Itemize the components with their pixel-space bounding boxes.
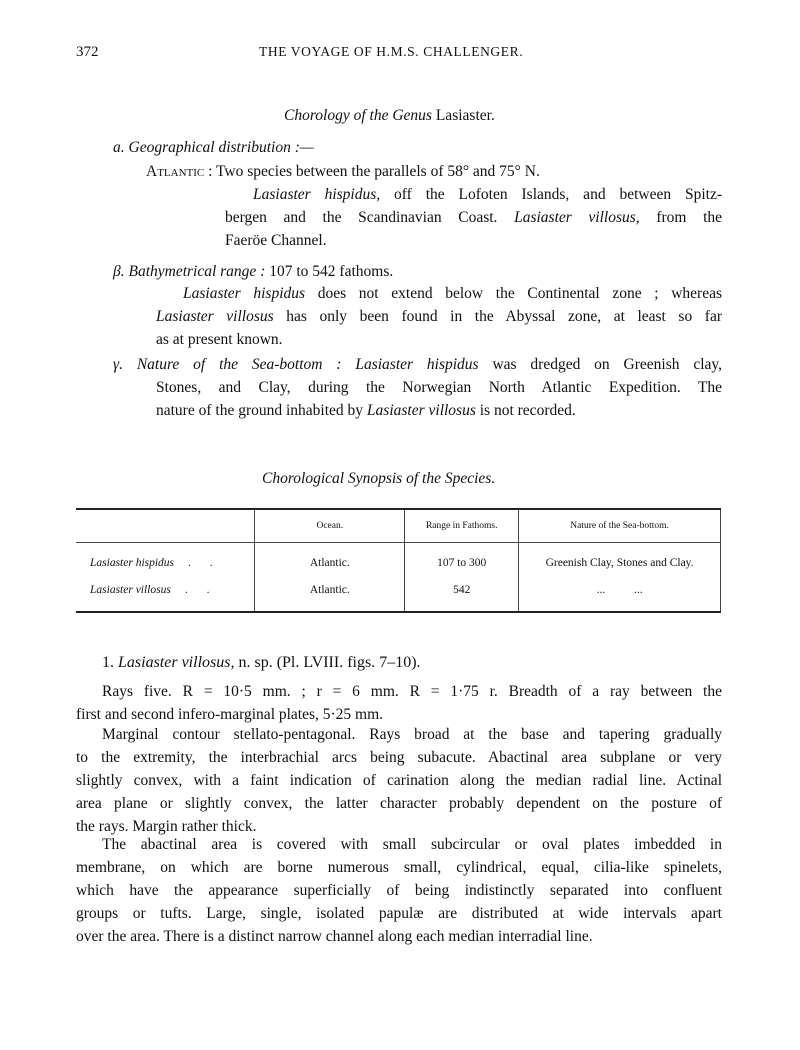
bathy-range: 107 to 542 fathoms.: [269, 263, 394, 280]
bathy-line-3: as at present known.: [156, 331, 283, 348]
geo-line-2-species: Lasiaster villosus,: [514, 209, 640, 226]
bottom-cell: ... ...: [519, 576, 721, 612]
para-1-line-2: first and second infero-marginal plates, 5·25 mm.: [76, 706, 384, 723]
chorology-title-text: Chorology of the Genus: [284, 107, 432, 124]
geo-line-3: Faeröe Channel.: [225, 232, 327, 249]
species-cell: [76, 543, 255, 577]
para-2-line-4: area plane or slightly convex, the latter character probably dependent on the posture of: [76, 795, 722, 812]
species-heading-name: Lasiaster villosus,: [118, 654, 235, 671]
header-ocean: Ocean.: [255, 509, 405, 543]
geo-line-1-species: Lasiaster hispidus,: [253, 186, 381, 203]
geo-heading: a. Geographical distribution :—: [113, 139, 314, 156]
table-header-row: [76, 509, 721, 543]
table-row: [76, 576, 721, 612]
sea-line-1-text: was dredged on Greenish clay,: [492, 356, 723, 373]
bathy-heading-label: β. Bathymetrical range :: [113, 263, 266, 280]
sea-line-1-species: Lasiaster hispidus: [355, 356, 479, 373]
bottom-cell: Greenish Clay, Stones and Clay.: [519, 543, 721, 577]
para-3-line-1: The abactinal area is covered with small subcircular or oval plates imbedded in: [102, 836, 722, 853]
synopsis-table: [76, 508, 721, 613]
header-bottom: Nature of the Sea-bottom.: [519, 509, 721, 543]
species-cell: [76, 576, 255, 612]
para-2-line-2: to the extremity, the interbrachial arcs being subacute. Abactinal area subplane or very: [76, 749, 722, 766]
geo-line-1: [253, 183, 722, 206]
ocean-cell: Atlantic.: [255, 543, 405, 577]
para-3-line-4: groups or tufts. Large, single, isolated papulæ are distributed at wide intervals apart: [76, 905, 722, 922]
bathy-heading: [113, 260, 393, 283]
leader-dots: . .: [184, 583, 218, 596]
chorology-title: [284, 104, 495, 127]
species-name: Lasiaster hispidus: [90, 556, 175, 569]
sea-line-3-end: is not recorded.: [479, 402, 576, 419]
sea-line-1: [113, 353, 722, 376]
atlantic-text: Two species between the parallels of 58° and 75° N.: [216, 163, 540, 180]
para-3-line-3: which have the appearance superficially of being indistinctly separated into confluent: [76, 882, 722, 899]
bathy-line-2-species: Lasiaster villosus: [156, 308, 274, 325]
sea-line-3-text: nature of the ground inhabited by: [156, 402, 364, 419]
bathy-line-2-text: has only been found in the Abyssal zone, at least so far: [286, 308, 722, 325]
header-range: Range in Fathoms.: [405, 509, 519, 543]
bathy-line-1: [183, 282, 722, 305]
ocean-cell: Atlantic.: [255, 576, 405, 612]
table-row: [76, 543, 721, 577]
para-3-line-2: membrane, on which are borne numerous small, cylindrical, equal, cilia-like spinelets,: [76, 859, 722, 876]
para-2-line-3: slightly convex, with a faint indication of carination along the median radial line. Actinal: [76, 772, 722, 789]
bathy-line-1-species: Lasiaster hispidus: [183, 285, 306, 302]
geo-line-2-end: from the: [656, 209, 723, 226]
sea-heading: γ. Nature of the Sea-bottom :: [113, 356, 342, 373]
range-cell: 542: [405, 576, 519, 612]
leader-dots: . .: [188, 556, 221, 569]
atlantic-label: Atlantic :: [146, 163, 213, 180]
species-heading-num: 1.: [102, 654, 114, 671]
para-3-line-5: over the area. There is a distinct narrow channel along each median interradial line.: [76, 928, 593, 945]
geo-line-1-text: off the Lofoten Islands, and between Spitz-: [394, 186, 723, 203]
page-number: 372: [76, 44, 99, 60]
sea-line-3-species: Lasiaster villosus: [366, 402, 476, 419]
para-2-line-5: the rays. Margin rather thick.: [76, 818, 257, 835]
species-heading-rest: n. sp. (Pl. LVIII. figs. 7–10).: [238, 654, 421, 671]
bathy-line-2: [156, 305, 722, 328]
geo-line-2: [225, 206, 722, 229]
bathy-line-1-text: does not extend below the Continental zone ; whereas: [317, 285, 723, 302]
para-1-line-1: Rays five. R = 10·5 mm. ; r = 6 mm. R = 1·75 r. Breadth of a ray between the: [102, 683, 722, 700]
sea-line-3: [156, 399, 576, 422]
synopsis-title: Chorological Synopsis of the Species.: [262, 470, 496, 487]
header-species: [76, 509, 255, 543]
atlantic-line: [146, 160, 540, 183]
geo-line-2-text: bergen and the Scandinavian Coast.: [225, 209, 498, 226]
species-name: Lasiaster villosus: [90, 583, 171, 596]
para-2-line-1: Marginal contour stellato-pentagonal. Rays broad at the base and tapering gradually: [102, 726, 722, 743]
species-heading: [102, 651, 421, 674]
sea-line-2: Stones, and Clay, during the Norwegian North Atlantic Expedition. The: [156, 379, 722, 396]
range-cell: 107 to 300: [405, 543, 519, 577]
running-title: THE VOYAGE OF H.M.S. CHALLENGER.: [259, 44, 524, 59]
chorology-title-genus: Lasiaster.: [435, 107, 495, 124]
